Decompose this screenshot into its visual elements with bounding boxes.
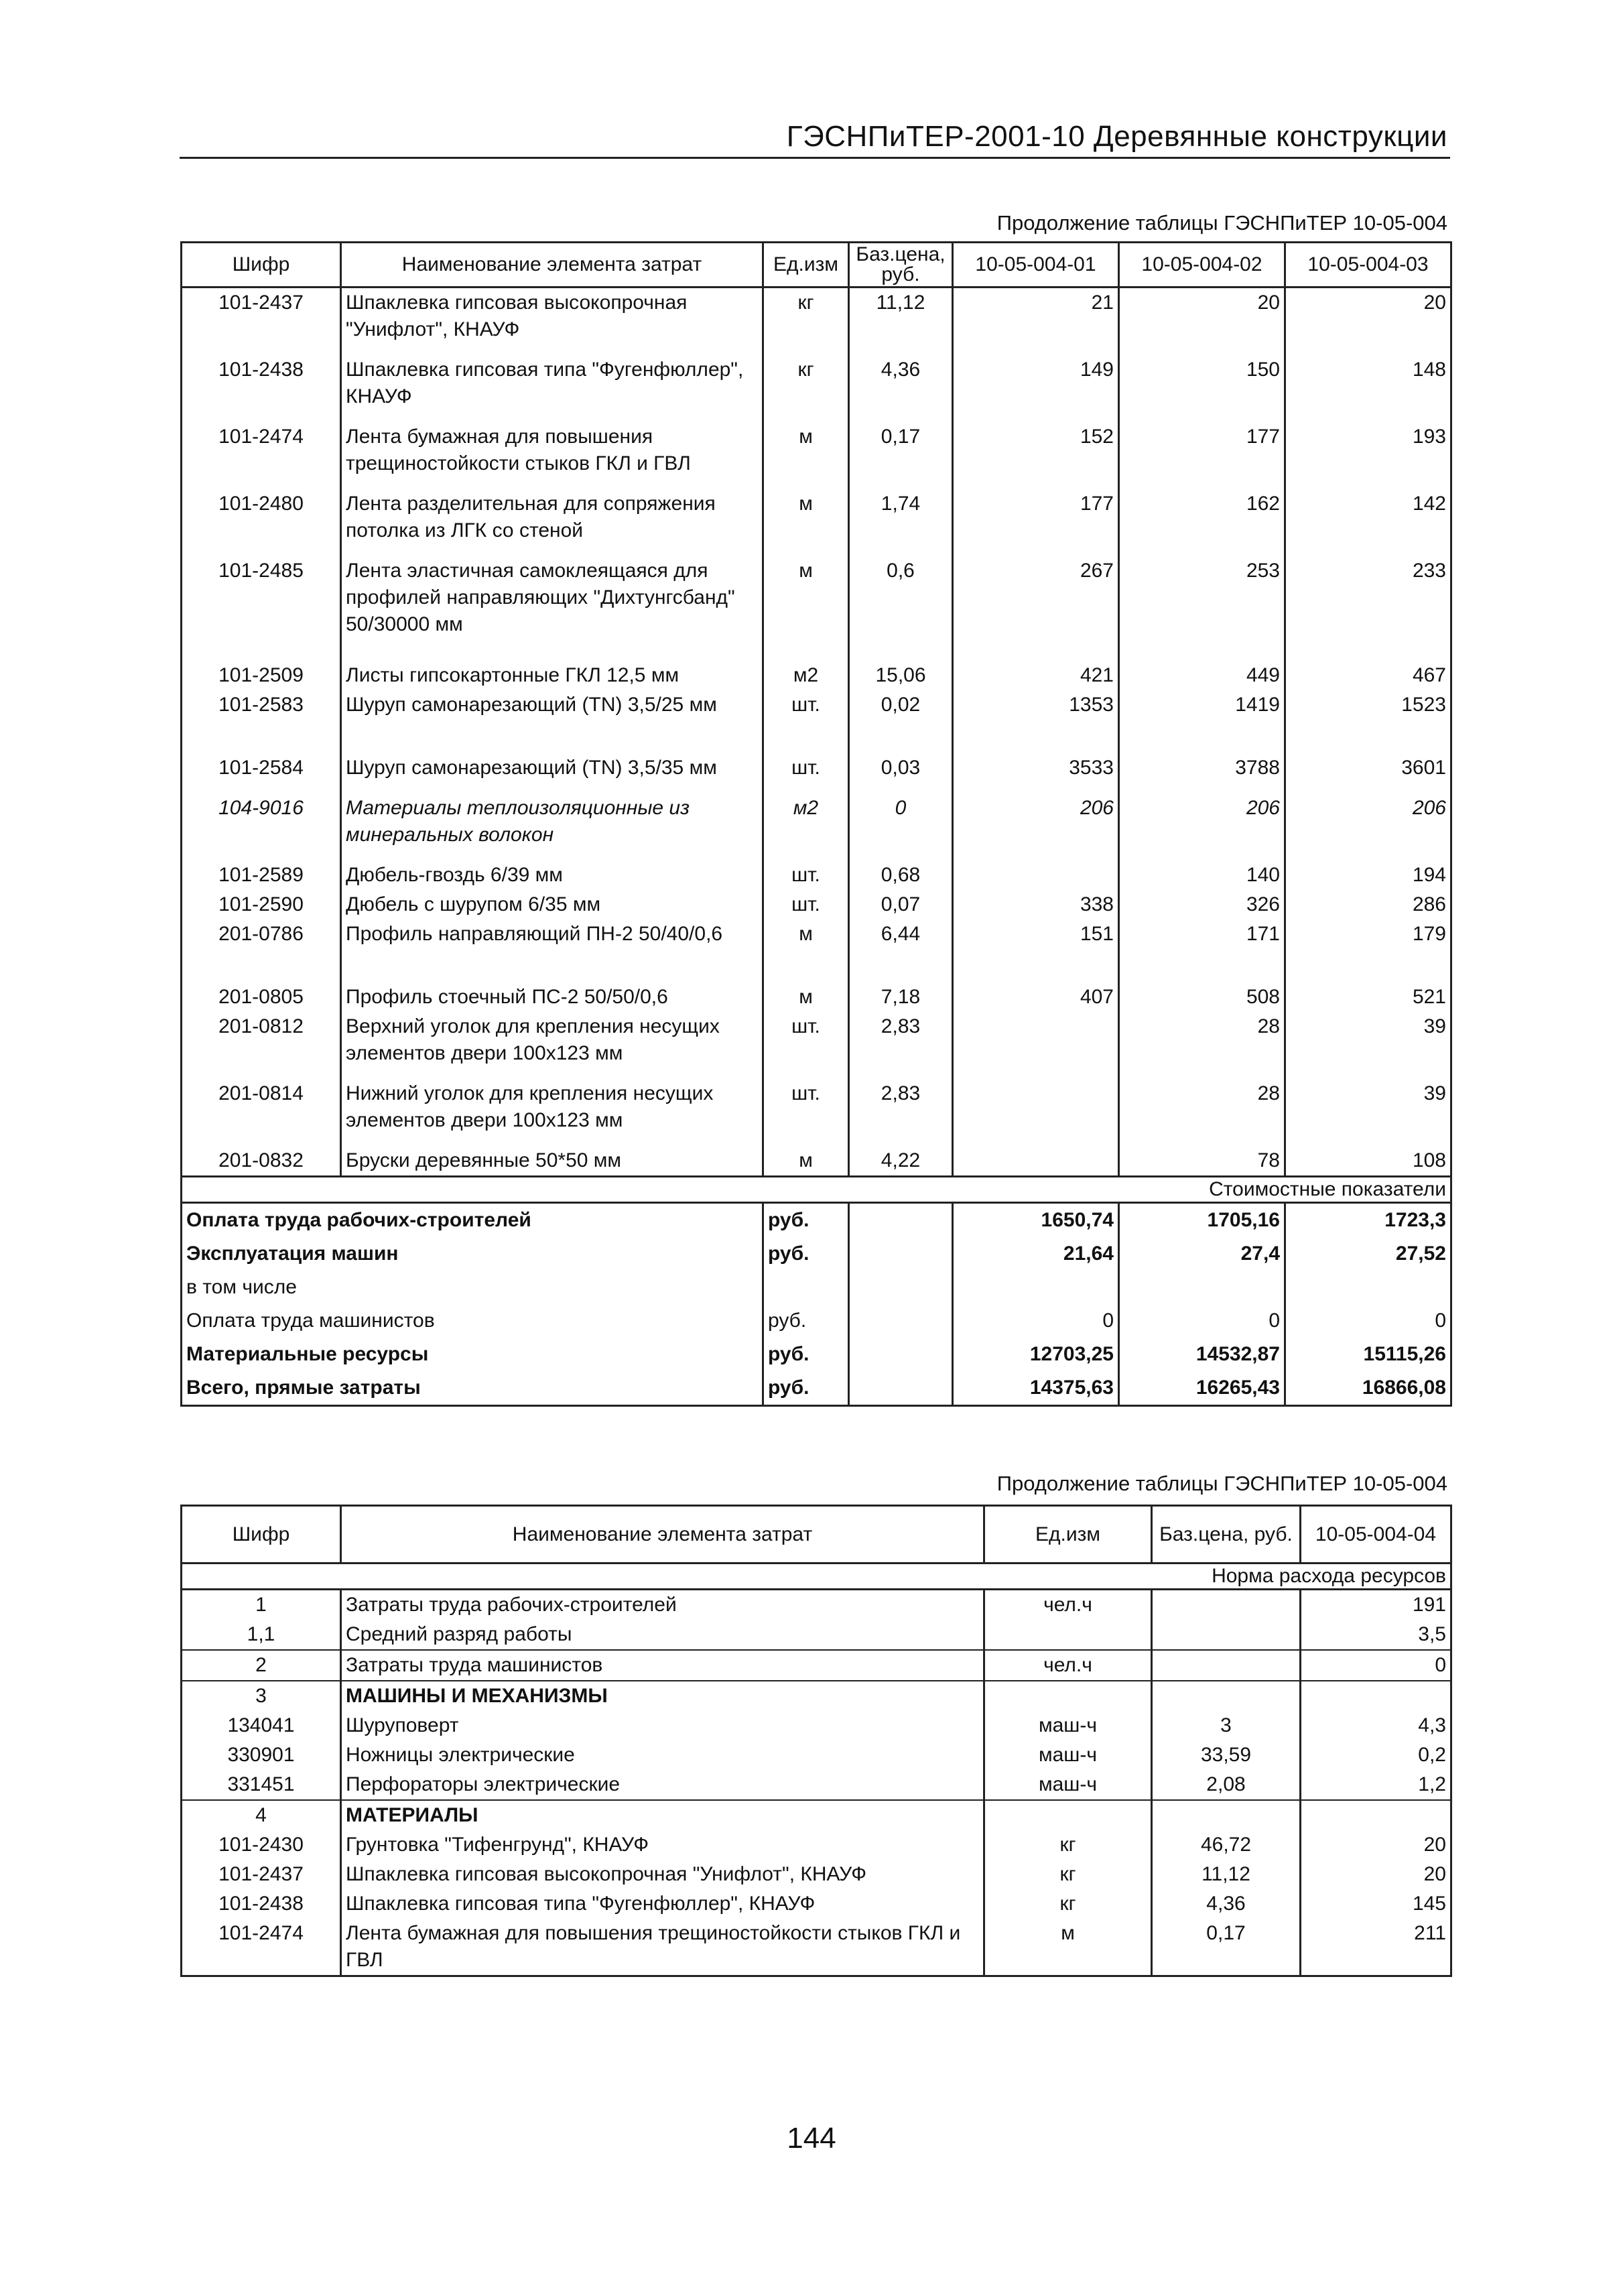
- summary-row: [182, 1338, 1451, 1371]
- row-code: 201-0786: [182, 919, 341, 972]
- row-name: Бруски деревянные 50*50 мм: [341, 1146, 763, 1177]
- row-value-1: 407: [953, 972, 1119, 1012]
- row-code: 201-0814: [182, 1079, 341, 1146]
- row-unit: чел.ч: [984, 1650, 1152, 1681]
- row-price: 2,83: [849, 1012, 953, 1079]
- row-name: Шпаклевка гипсовая типа "Фугенфюллер", КНАУФ: [341, 355, 763, 422]
- table-row: [182, 355, 1451, 422]
- summary-value-3: 16866,08: [1285, 1371, 1451, 1406]
- row-unit: [984, 1681, 1152, 1711]
- row-code: 201-0832: [182, 1146, 341, 1177]
- row-value-2: 28: [1119, 1012, 1285, 1079]
- summary-name: Оплата труда рабочих-строителей: [182, 1203, 763, 1238]
- summary-price-empty: [849, 1237, 953, 1271]
- row-price: 46,72: [1152, 1830, 1301, 1860]
- row-code: 101-2589: [182, 860, 341, 890]
- table-row: [182, 422, 1451, 489]
- row-value-3: 39: [1285, 1012, 1451, 1079]
- row-name: Шпаклевка гипсовая типа "Фугенфюллер", КНАУФ: [341, 1889, 984, 1919]
- table-row: [182, 288, 1451, 356]
- row-price: 2,08: [1152, 1770, 1301, 1800]
- row-price: 0,68: [849, 860, 953, 890]
- row-unit: м: [763, 422, 849, 489]
- row-price: [1152, 1650, 1301, 1681]
- table-row: [182, 919, 1451, 972]
- row-value-1: 421: [953, 650, 1119, 690]
- summary-value-3: [1285, 1271, 1451, 1304]
- row-name: Материалы теплоизоляционные из минеральных волокон: [341, 783, 763, 860]
- row-price: 0,07: [849, 890, 953, 919]
- row-value-2: 449: [1119, 650, 1285, 690]
- summary-price-empty: [849, 1371, 953, 1406]
- row-value-3: 286: [1285, 890, 1451, 919]
- row-name: Шпаклевка гипсовая высокопрочная "Унифлот", КНАУФ: [341, 288, 763, 356]
- table-row: [182, 743, 1451, 783]
- row-name: Верхний уголок для крепления несущих элементов двери 100х123 мм: [341, 1012, 763, 1079]
- summary-value-1: 12703,25: [953, 1338, 1119, 1371]
- row-value-2: 20: [1119, 288, 1285, 356]
- running-header: ГЭСНПиТЕР-2001-10 Деревянные конструкции: [786, 120, 1447, 153]
- row-unit: шт.: [763, 890, 849, 919]
- summary-unit: руб.: [763, 1371, 849, 1406]
- row-unit: маш-ч: [984, 1740, 1152, 1770]
- summary-value-3: 1723,3: [1285, 1203, 1451, 1238]
- row-unit: м: [763, 1146, 849, 1177]
- table-row: [182, 1650, 1451, 1681]
- summary-value-2: [1119, 1271, 1285, 1304]
- row-value-1: 177: [953, 489, 1119, 556]
- row-unit: м: [984, 1919, 1152, 1976]
- row-name: Профиль направляющий ПН-2 50/40/0,6: [341, 919, 763, 972]
- row-name: Затраты труда машинистов: [341, 1650, 984, 1681]
- row-price: 11,12: [849, 288, 953, 356]
- summary-row: [182, 1203, 1451, 1238]
- row-code: 101-2584: [182, 743, 341, 783]
- row-value-3: 108: [1285, 1146, 1451, 1177]
- table-row: [182, 1146, 1451, 1177]
- table-row: [182, 489, 1451, 556]
- summary-unit: [763, 1271, 849, 1304]
- row-unit: м2: [763, 650, 849, 690]
- summary-name: Всего, прямые затраты: [182, 1371, 763, 1406]
- table-row: [182, 1012, 1451, 1079]
- col-header-c2: 10-05-004-02: [1119, 243, 1285, 288]
- row-value-1: [953, 1146, 1119, 1177]
- summary-value-1: [953, 1271, 1119, 1304]
- row-unit: маш-ч: [984, 1711, 1152, 1740]
- row-code: 101-2438: [182, 355, 341, 422]
- summary-unit: руб.: [763, 1304, 849, 1338]
- table-row: [182, 1740, 1451, 1770]
- summary-name: Материальные ресурсы: [182, 1338, 763, 1371]
- row-unit: кг: [984, 1830, 1152, 1860]
- table1-caption: Продолжение таблицы ГЭСНПиТЕР 10-05-004: [996, 211, 1447, 235]
- row-name: Профиль стоечный ПС-2 50/50/0,6: [341, 972, 763, 1012]
- row-value-4: 4,3: [1301, 1711, 1451, 1740]
- table-row: [182, 783, 1451, 860]
- row-name: Нижний уголок для крепления несущих элементов двери 100х123 мм: [341, 1079, 763, 1146]
- table2-caption: Продолжение таблицы ГЭСНПиТЕР 10-05-004: [996, 1472, 1447, 1495]
- row-name: Лента эластичная самоклеящаяся для профилей направляющих "Дихтунгсбанд" 50/30000 мм: [341, 556, 763, 650]
- table-row: [182, 1681, 1451, 1711]
- row-unit: маш-ч: [984, 1770, 1152, 1800]
- col-header-unit: Ед.изм: [763, 243, 849, 288]
- row-code: 201-0812: [182, 1012, 341, 1079]
- row-price: 0,17: [1152, 1919, 1301, 1976]
- row-value-3: 521: [1285, 972, 1451, 1012]
- row-value-2: 171: [1119, 919, 1285, 972]
- t2-col-header-price: Баз.цена, руб.: [1152, 1506, 1301, 1564]
- row-value-3: 193: [1285, 422, 1451, 489]
- row-unit: м2: [763, 783, 849, 860]
- row-name: Листы гипсокартонные ГКЛ 12,5 мм: [341, 650, 763, 690]
- row-unit: м: [763, 489, 849, 556]
- row-value-3: 194: [1285, 860, 1451, 890]
- row-unit: [984, 1800, 1152, 1830]
- row-value-1: [953, 1012, 1119, 1079]
- row-code: 101-2583: [182, 690, 341, 743]
- row-unit: шт.: [763, 743, 849, 783]
- t2-col-header-code: Шифр: [182, 1506, 341, 1564]
- row-price: 3: [1152, 1711, 1301, 1740]
- resource-table-2: [180, 1505, 1452, 1977]
- col-header-name: Наименование элемента затрат: [341, 243, 763, 288]
- summary-name: Оплата труда машинистов: [182, 1304, 763, 1338]
- summary-row: [182, 1237, 1451, 1271]
- row-name: Шуруп самонарезающий (TN) 3,5/25 мм: [341, 690, 763, 743]
- row-value-4: [1301, 1800, 1451, 1830]
- header-rule: [180, 157, 1450, 159]
- row-code: 101-2438: [182, 1889, 341, 1919]
- row-code: 101-2474: [182, 422, 341, 489]
- summary-value-2: 1705,16: [1119, 1203, 1285, 1238]
- table-row: [182, 1889, 1451, 1919]
- row-price: 33,59: [1152, 1740, 1301, 1770]
- row-value-2: 162: [1119, 489, 1285, 556]
- row-price: 4,36: [849, 355, 953, 422]
- page-number: 144: [787, 2122, 836, 2155]
- row-name: Дюбель с шурупом 6/35 мм: [341, 890, 763, 919]
- row-name: Грунтовка "Тифенгрунд", КНАУФ: [341, 1830, 984, 1860]
- row-code: 101-2485: [182, 556, 341, 650]
- summary-unit: руб.: [763, 1338, 849, 1371]
- table-row: [182, 1919, 1451, 1976]
- row-price: 6,44: [849, 919, 953, 972]
- resource-table-1: [180, 241, 1452, 1407]
- row-price: 15,06: [849, 650, 953, 690]
- row-unit: кг: [984, 1860, 1152, 1889]
- row-value-3: 148: [1285, 355, 1451, 422]
- row-value-2: 3788: [1119, 743, 1285, 783]
- summary-price-empty: [849, 1304, 953, 1338]
- summary-value-3: 0: [1285, 1304, 1451, 1338]
- row-name: Лента разделительная для сопряжения потолка из ЛГК со стеной: [341, 489, 763, 556]
- row-value-3: 39: [1285, 1079, 1451, 1146]
- row-name: Шуруп самонарезающий (TN) 3,5/35 мм: [341, 743, 763, 783]
- summary-value-3: 27,52: [1285, 1237, 1451, 1271]
- table-row: [182, 690, 1451, 743]
- summary-row: [182, 1371, 1451, 1406]
- row-unit: кг: [763, 355, 849, 422]
- row-value-4: [1301, 1681, 1451, 1711]
- summary-value-1: 14375,63: [953, 1371, 1119, 1406]
- row-code: 1: [182, 1590, 341, 1620]
- summary-row: [182, 1304, 1451, 1338]
- row-value-2: 150: [1119, 355, 1285, 422]
- row-value-4: 191: [1301, 1590, 1451, 1620]
- row-name: Перфораторы электрические: [341, 1770, 984, 1800]
- row-code: 101-2474: [182, 1919, 341, 1976]
- row-unit: м: [763, 919, 849, 972]
- row-value-2: 177: [1119, 422, 1285, 489]
- row-price: [1152, 1620, 1301, 1650]
- row-value-1: [953, 860, 1119, 890]
- row-price: [1152, 1681, 1301, 1711]
- row-value-4: 0,2: [1301, 1740, 1451, 1770]
- t2-col-header-unit: Ед.изм: [984, 1506, 1152, 1564]
- row-value-2: 508: [1119, 972, 1285, 1012]
- summary-value-3: 15115,26: [1285, 1338, 1451, 1371]
- row-code: 101-2430: [182, 1830, 341, 1860]
- row-price: 0,17: [849, 422, 953, 489]
- summary-unit: руб.: [763, 1203, 849, 1238]
- summary-price-empty: [849, 1271, 953, 1304]
- table-row: [182, 1711, 1451, 1740]
- row-code: 331451: [182, 1770, 341, 1800]
- table-row: [182, 556, 1451, 650]
- row-price: 4,22: [849, 1146, 953, 1177]
- summary-value-2: 16265,43: [1119, 1371, 1285, 1406]
- row-unit: шт.: [763, 1012, 849, 1079]
- col-header-c1: 10-05-004-01: [953, 243, 1119, 288]
- summary-value-2: 14532,87: [1119, 1338, 1285, 1371]
- row-unit: м: [763, 972, 849, 1012]
- row-value-4: 145: [1301, 1889, 1451, 1919]
- table-row: [182, 1860, 1451, 1889]
- table-row: [182, 1800, 1451, 1830]
- row-value-1: 21: [953, 288, 1119, 356]
- row-value-4: 3,5: [1301, 1620, 1451, 1650]
- row-value-4: 20: [1301, 1830, 1451, 1860]
- section-label-cost: Стоимостные показатели: [182, 1177, 1451, 1203]
- table-row: [182, 1079, 1451, 1146]
- row-value-1: 151: [953, 919, 1119, 972]
- row-code: 201-0805: [182, 972, 341, 1012]
- row-code: 2: [182, 1650, 341, 1681]
- row-unit: шт.: [763, 690, 849, 743]
- row-price: 11,12: [1152, 1860, 1301, 1889]
- row-value-2: 326: [1119, 890, 1285, 919]
- row-unit: шт.: [763, 860, 849, 890]
- summary-value-1: 0: [953, 1304, 1119, 1338]
- row-unit: кг: [763, 288, 849, 356]
- row-code: 101-2590: [182, 890, 341, 919]
- row-name: Ножницы электрические: [341, 1740, 984, 1770]
- row-name: Затраты труда рабочих-строителей: [341, 1590, 984, 1620]
- row-code: 101-2480: [182, 489, 341, 556]
- row-price: 0,03: [849, 743, 953, 783]
- row-code: 4: [182, 1800, 341, 1830]
- row-value-2: 140: [1119, 860, 1285, 890]
- row-value-4: 20: [1301, 1860, 1451, 1889]
- row-value-2: 253: [1119, 556, 1285, 650]
- row-price: 4,36: [1152, 1889, 1301, 1919]
- row-code: 101-2437: [182, 288, 341, 356]
- row-code: 330901: [182, 1740, 341, 1770]
- row-value-1: 3533: [953, 743, 1119, 783]
- row-value-1: [953, 1079, 1119, 1146]
- table-row: [182, 1620, 1451, 1650]
- row-unit: м: [763, 556, 849, 650]
- row-price: [1152, 1800, 1301, 1830]
- table-row: [182, 1770, 1451, 1800]
- summary-price-empty: [849, 1338, 953, 1371]
- row-name: Лента бумажная для повышения трещиностойкости стыков ГКЛ и ГВЛ: [341, 1919, 984, 1976]
- row-value-3: 179: [1285, 919, 1451, 972]
- row-value-3: 20: [1285, 288, 1451, 356]
- row-value-1: 206: [953, 783, 1119, 860]
- row-value-2: 206: [1119, 783, 1285, 860]
- row-price: 2,83: [849, 1079, 953, 1146]
- t2-col-header-name: Наименование элемента затрат: [341, 1506, 984, 1564]
- row-unit: шт.: [763, 1079, 849, 1146]
- row-value-1: 152: [953, 422, 1119, 489]
- row-value-3: 3601: [1285, 743, 1451, 783]
- row-price: 0: [849, 783, 953, 860]
- row-name: Шпаклевка гипсовая высокопрочная "Унифлот", КНАУФ: [341, 1860, 984, 1889]
- col-header-price: Баз.цена, руб.: [849, 243, 953, 288]
- row-name: Шуруповерт: [341, 1711, 984, 1740]
- summary-value-2: 27,4: [1119, 1237, 1285, 1271]
- row-name: Дюбель-гвоздь 6/39 мм: [341, 860, 763, 890]
- row-value-3: 142: [1285, 489, 1451, 556]
- col-header-code: Шифр: [182, 243, 341, 288]
- row-code: 101-2509: [182, 650, 341, 690]
- row-value-1: 267: [953, 556, 1119, 650]
- section-label-norm: Норма расхода ресурсов: [182, 1564, 1451, 1590]
- row-value-1: 338: [953, 890, 1119, 919]
- row-price: 1,74: [849, 489, 953, 556]
- row-value-3: 206: [1285, 783, 1451, 860]
- row-name: МАТЕРИАЛЫ: [341, 1800, 984, 1830]
- row-value-3: 467: [1285, 650, 1451, 690]
- row-value-2: 1419: [1119, 690, 1285, 743]
- row-name: Лента бумажная для повышения трещиностойкости стыков ГКЛ и ГВЛ: [341, 422, 763, 489]
- row-code: 104-9016: [182, 783, 341, 860]
- row-value-2: 28: [1119, 1079, 1285, 1146]
- row-unit: [984, 1620, 1152, 1650]
- summary-value-2: 0: [1119, 1304, 1285, 1338]
- col-header-c3: 10-05-004-03: [1285, 243, 1451, 288]
- table-row: [182, 1590, 1451, 1620]
- row-value-4: 211: [1301, 1919, 1451, 1976]
- row-value-2: 78: [1119, 1146, 1285, 1177]
- summary-name: Эксплуатация машин: [182, 1237, 763, 1271]
- row-value-3: 233: [1285, 556, 1451, 650]
- row-unit: чел.ч: [984, 1590, 1152, 1620]
- table-row: [182, 860, 1451, 890]
- table-row: [182, 890, 1451, 919]
- row-code: 1,1: [182, 1620, 341, 1650]
- row-value-4: 1,2: [1301, 1770, 1451, 1800]
- row-name: МАШИНЫ И МЕХАНИЗМЫ: [341, 1681, 984, 1711]
- row-unit: кг: [984, 1889, 1152, 1919]
- row-value-1: 149: [953, 355, 1119, 422]
- row-value-3: 1523: [1285, 690, 1451, 743]
- summary-unit: руб.: [763, 1237, 849, 1271]
- table-row: [182, 1830, 1451, 1860]
- row-price: 7,18: [849, 972, 953, 1012]
- t2-col-header-c4: 10-05-004-04: [1301, 1506, 1451, 1564]
- row-code: 101-2437: [182, 1860, 341, 1889]
- row-code: 134041: [182, 1711, 341, 1740]
- row-value-4: 0: [1301, 1650, 1451, 1681]
- table-row: [182, 650, 1451, 690]
- summary-name: в том числе: [182, 1271, 763, 1304]
- row-price: 0,02: [849, 690, 953, 743]
- row-name: Средний разряд работы: [341, 1620, 984, 1650]
- row-price: [1152, 1590, 1301, 1620]
- row-value-1: 1353: [953, 690, 1119, 743]
- summary-row: [182, 1271, 1451, 1304]
- summary-value-1: 21,64: [953, 1237, 1119, 1271]
- summary-price-empty: [849, 1203, 953, 1238]
- row-code: 3: [182, 1681, 341, 1711]
- table-row: [182, 972, 1451, 1012]
- summary-value-1: 1650,74: [953, 1203, 1119, 1238]
- row-price: 0,6: [849, 556, 953, 650]
